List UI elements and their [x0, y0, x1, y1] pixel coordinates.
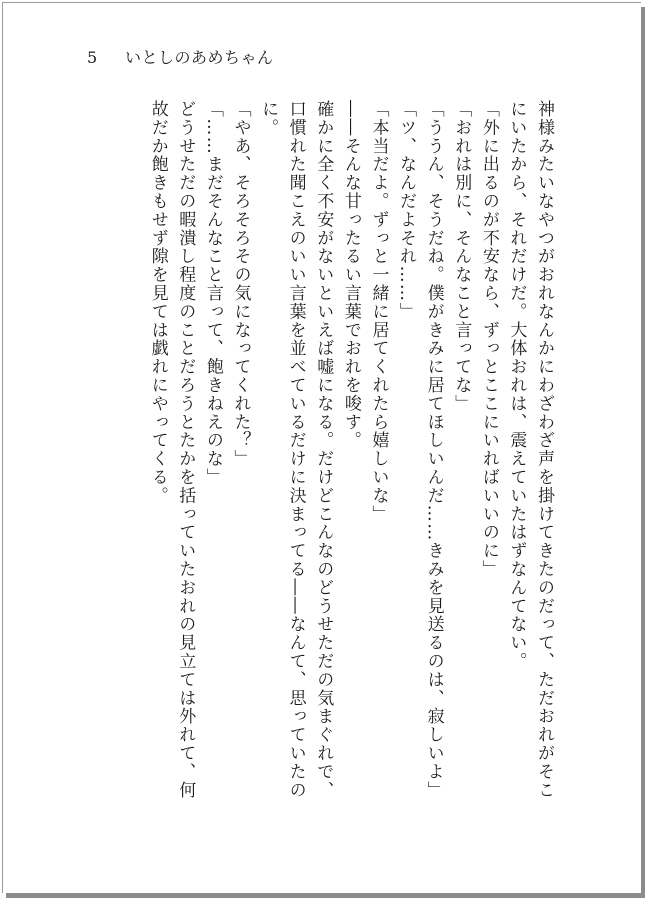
dialogue-line: 「外に出るのが不安なら、ずっとここにいればいいのに」 — [478, 100, 499, 579]
dialogue-line: 「ツ、なんだよそれ……」 — [396, 100, 417, 321]
dialogue-line: 「……まだそんなこと言って、飽きねえのな」 — [202, 100, 223, 487]
running-header — [87, 45, 274, 68]
dialogue-line: 「おれは別に、そんなこと言ってな」 — [451, 100, 472, 413]
paragraph: 神様みたいなやつがおれなんかにわざわざ声を掛けてきたのだって、ただおれがそこにいたから、それだけだ。大体おれは、震えていたはずなんてない。 — [506, 100, 554, 800]
page-number: 5 — [87, 48, 98, 67]
paragraph: どうせただの暇潰し程度のことだろうとたかを括っていたおれの見立ては外れて、何故だか飽きもせず隙を見ては戯れにやってくる。 — [147, 100, 196, 800]
dialogue-line: 「ううん、そうだね。僕がきみに居てほしいんだ……きみを見送るのは、寂しいよ」 — [423, 100, 444, 800]
paragraph: ――そんな甘ったるい言葉でおれを唆す。 — [340, 100, 361, 450]
book-title: いとしのあめちゃん — [125, 48, 274, 67]
book-page — [2, 2, 641, 893]
dialogue-line: 「やあ、そろそろその気になってくれた？」 — [230, 100, 251, 468]
vertical-body-text — [81, 100, 557, 800]
paragraph: 確かに全く不安がないといえば嘘になる。だけどこんなのどうせただの気まぐれで、口慣れた聞こえのいい言葉を並べているだけに決まってる――なんて、思っていたのに。 — [258, 100, 334, 800]
dialogue-line: 「本当だよ。ずっと一緒に居てくれたら嬉しいな」 — [368, 100, 389, 524]
